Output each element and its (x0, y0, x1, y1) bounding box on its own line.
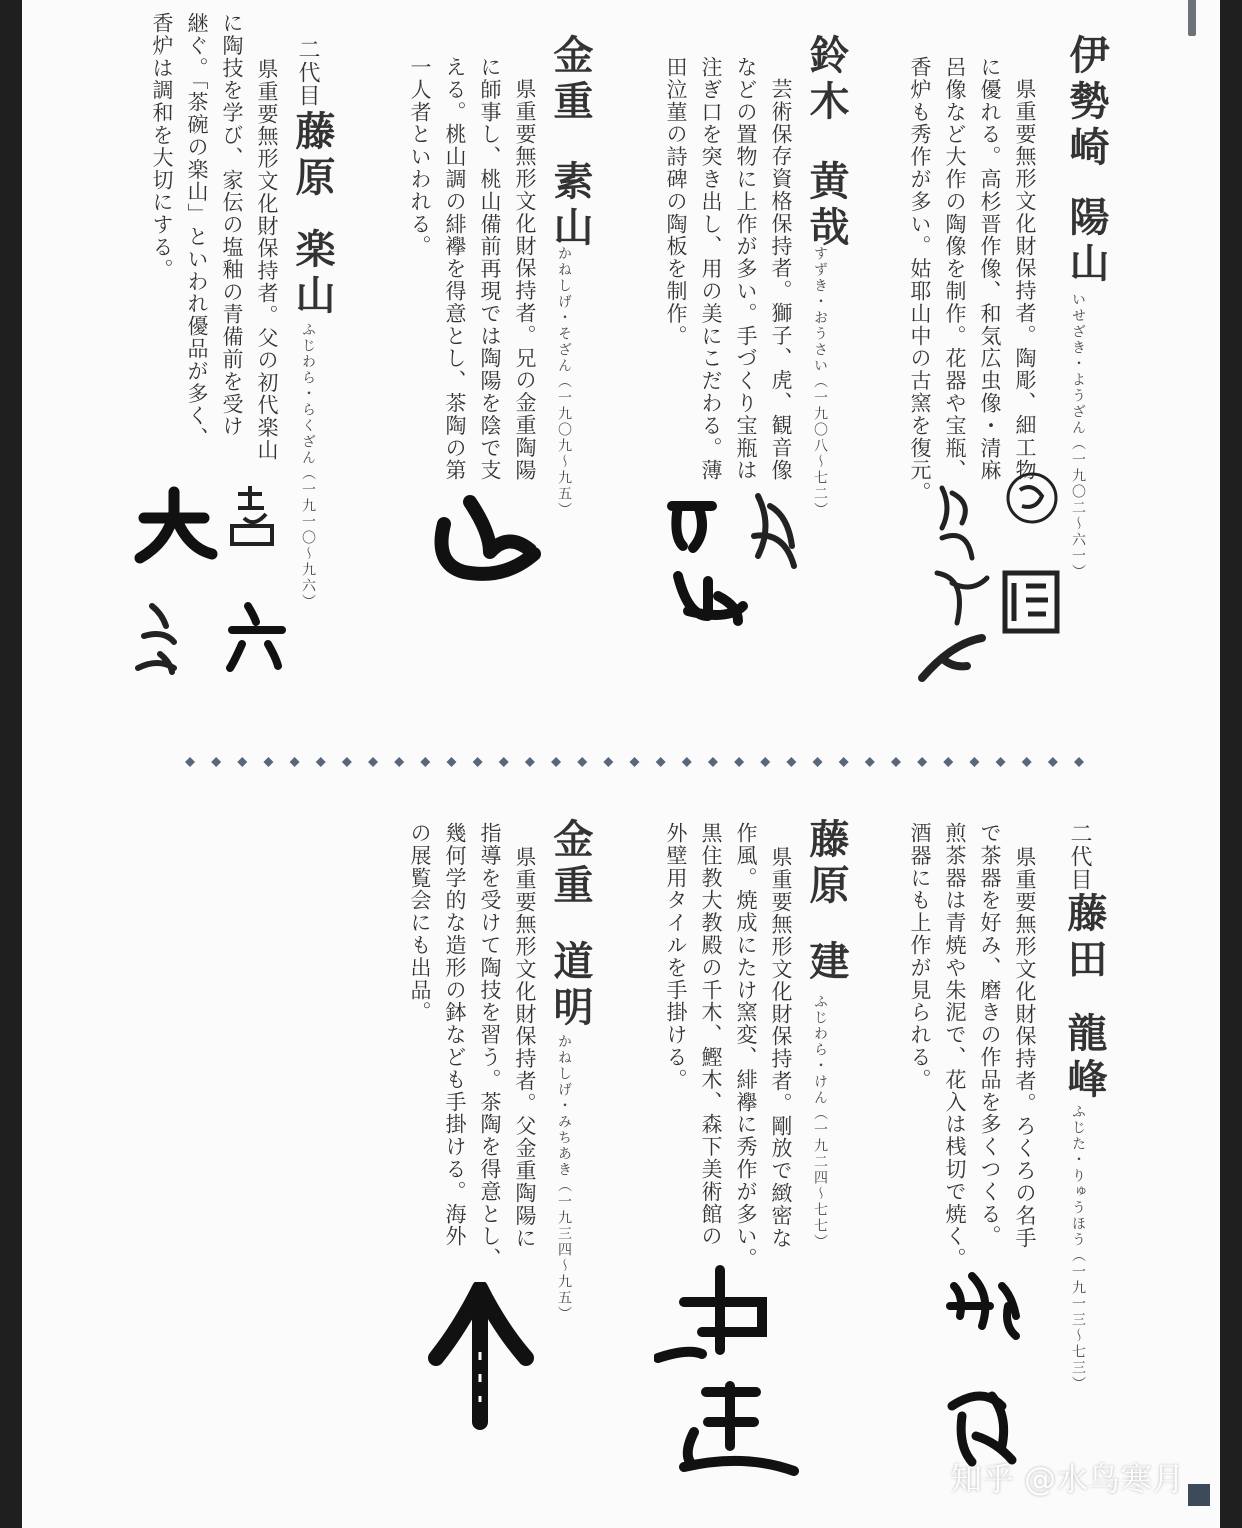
divider-diamond (969, 757, 979, 767)
bio-line: 煎茶器は青焼や朱泥で、花入は桟切で焼く。 (943, 822, 967, 1270)
bio-line: 呂像など大作の陶像を制作。花器や宝瓶、 (943, 56, 967, 482)
divider-diamond (263, 757, 273, 767)
artist-bio (402, 56, 542, 482)
artist-reading (810, 246, 830, 518)
artist-kana: ふじた・りゅうほう (1070, 1104, 1086, 1248)
bio-line: 指導を受けて陶技を習う。茶陶を得意とし、 (478, 822, 502, 1270)
artist-given-name: 黄哉 (803, 160, 850, 252)
bio-line: 県重要無形文化財保持者。陶彫、細工物 (1013, 78, 1037, 482)
artist-bio (658, 56, 798, 482)
bio-line: 外壁用タイルを手掛ける。 (664, 822, 688, 1091)
divider-diamond (891, 757, 901, 767)
artist-kana: かねしげ・そざん (556, 246, 572, 374)
potter-seal-mark (902, 468, 1082, 698)
divider-diamond (839, 757, 849, 767)
artist-generation: 二代目 (1067, 822, 1092, 891)
divider-diamond (420, 757, 430, 767)
divider-diamond (290, 757, 300, 767)
divider-diamond (551, 757, 561, 767)
divider-diamond (211, 757, 221, 767)
artist-years: （一九〇九〜九五） (556, 374, 572, 518)
divider-diamond (656, 757, 666, 767)
divider-diamond (734, 757, 744, 767)
bio-line: 酒器にも上作が見られる。 (908, 822, 932, 1091)
bio-line: の展覧会にも出品。 (408, 822, 432, 1024)
artist-kana: いせざき・ようざん (1070, 292, 1086, 436)
bio-line: 継ぐ。「茶碗の楽山」といわれ優品が多く、 (185, 12, 209, 450)
divider-diamond (368, 757, 378, 767)
divider-diamond (630, 757, 640, 767)
artist-years: （一九〇八〜七二） (812, 374, 828, 518)
artist-given-name: 楽山 (289, 228, 336, 320)
artist-given-name: 道明 (547, 940, 594, 1032)
artist-kana: ふじわら・らくざん (300, 322, 316, 466)
book-page (22, 0, 1220, 1528)
artist-reading (554, 1034, 574, 1322)
divider-diamond (394, 757, 404, 767)
bio-line: 田泣菫の詩碑の陶板を制作。 (664, 56, 688, 348)
scroll-position-mark (1188, 0, 1196, 36)
divider-diamond (1048, 757, 1058, 767)
corner-tab-icon (1188, 1484, 1210, 1506)
divider-diamond (603, 757, 613, 767)
divider-diamond (813, 757, 823, 767)
zhihu-watermark: 知乎 @水鸟寒月 (950, 1460, 1185, 1498)
bio-line: 一人者といわれる。 (408, 56, 432, 258)
artist-years: （一九〇二〜六一） (1070, 436, 1086, 580)
bio-line: 作風。焼成にたけ窯変、緋襷に秀作が多い。 (734, 822, 758, 1270)
bio-line: 注ぎ口を突き出し、用の美にこだわる。薄 (699, 56, 723, 482)
artist-years: （一九二四〜七七） (812, 1106, 828, 1250)
artist-generation: 二代目 (295, 38, 320, 107)
artist-kana: かねしげ・みちあき (556, 1034, 572, 1178)
divider-diamond (316, 757, 326, 767)
potter-seal-mark (654, 1262, 804, 1482)
bio-line: 香炉は調和を大切にする。 (150, 12, 174, 281)
divider-diamond (917, 757, 927, 767)
bio-line: に優れる。高杉晋作像、和気広虫像・清麻 (978, 56, 1002, 482)
artist-bio (402, 822, 542, 1270)
bio-line: える。桃山調の緋襷を得意とし、茶陶の第 (443, 56, 467, 482)
bio-line: に師事し、桃山備前再現では陶陽を陰で支 (478, 56, 502, 482)
divider-diamond (760, 757, 770, 767)
artist-surname: 金重 (547, 34, 594, 126)
artist-years: （一九一〇〜九六） (300, 466, 316, 610)
bio-line: などの置物に上作が多い。手づくり宝瓶は (734, 56, 758, 482)
artist-given-name: 建 (803, 940, 850, 986)
artist-kana: すずき・おうさい (812, 246, 828, 374)
artist-reading (554, 246, 574, 518)
divider-diamond (1022, 757, 1032, 767)
divider-diamond (577, 757, 587, 767)
divider-diamond (943, 757, 953, 767)
artist-bio (658, 822, 798, 1270)
potter-seal-mark (658, 486, 818, 636)
artist-surname: 鈴木 (803, 34, 850, 126)
artist-bio (902, 822, 1042, 1270)
artist-surname: 藤原 (803, 818, 850, 910)
artist-given-name: 陽山 (1063, 196, 1110, 288)
divider-diamond (473, 757, 483, 767)
divider-diamond (525, 757, 535, 767)
artist-kana: ふじわら・けん (812, 994, 828, 1106)
potter-seal-mark (932, 1266, 1042, 1476)
bio-line: 幾何学的な造形の鉢なども手掛ける。海外 (443, 822, 467, 1248)
bio-line: 県重要無形文化財保持者。父金重陶陽に (513, 846, 537, 1250)
bio-line: 芸術保存資格保持者。獅子、虎、観音像 (769, 78, 793, 482)
bio-line: 県重要無形文化財保持者。剛放で緻密な (769, 846, 793, 1250)
bio-line: 県重要無形文化財保持者。兄の金重陶陽 (513, 78, 537, 482)
bio-line: 県重要無形文化財保持者。ろくろの名手 (1013, 846, 1037, 1250)
divider-diamond (708, 757, 718, 767)
artist-years: （一九一三〜七三） (1070, 1248, 1086, 1392)
divider-diamond (237, 757, 247, 767)
potter-seal-mark (120, 478, 300, 688)
artist-surname: 藤原 (289, 110, 336, 202)
divider-diamond (446, 757, 456, 767)
diamond-divider (182, 754, 1087, 770)
artist-bio (902, 56, 1042, 504)
artist-given-name: 素山 (547, 160, 594, 252)
artist-surname: 金重 (547, 818, 594, 910)
divider-diamond (185, 757, 195, 767)
divider-diamond (342, 757, 352, 767)
bio-line: 県重要無形文化財保持者。父の初代楽山 (255, 58, 279, 462)
bio-line: 黒住教大教殿の千木、鰹木、森下美術館の (699, 822, 723, 1248)
artist-reading (1068, 1104, 1088, 1392)
bio-line: に陶技を学び、家伝の塩釉の青備前を受け (220, 12, 244, 438)
artist-reading (298, 322, 318, 610)
artist-given-name: 龍峰 (1061, 1012, 1108, 1104)
divider-diamond (996, 757, 1006, 767)
divider-diamond (499, 757, 509, 767)
divider-diamond (682, 757, 692, 767)
bio-line: で茶器を好み、磨きの作品を多くつくる。 (978, 822, 1002, 1248)
artist-bio (144, 12, 284, 461)
divider-diamond (786, 757, 796, 767)
artist-surname: 伊勢崎 (1063, 34, 1110, 172)
artist-surname: 藤田 (1061, 892, 1108, 984)
divider-diamond (865, 757, 875, 767)
divider-diamond (1074, 757, 1084, 767)
potter-seal-mark (426, 494, 546, 584)
artist-reading (810, 994, 830, 1250)
potter-seal-mark (426, 1282, 536, 1432)
artist-years: （一九三四〜九五） (556, 1178, 572, 1322)
bio-line: 香炉も秀作が多い。姑耶山中の古窯を復元。 (908, 56, 932, 504)
